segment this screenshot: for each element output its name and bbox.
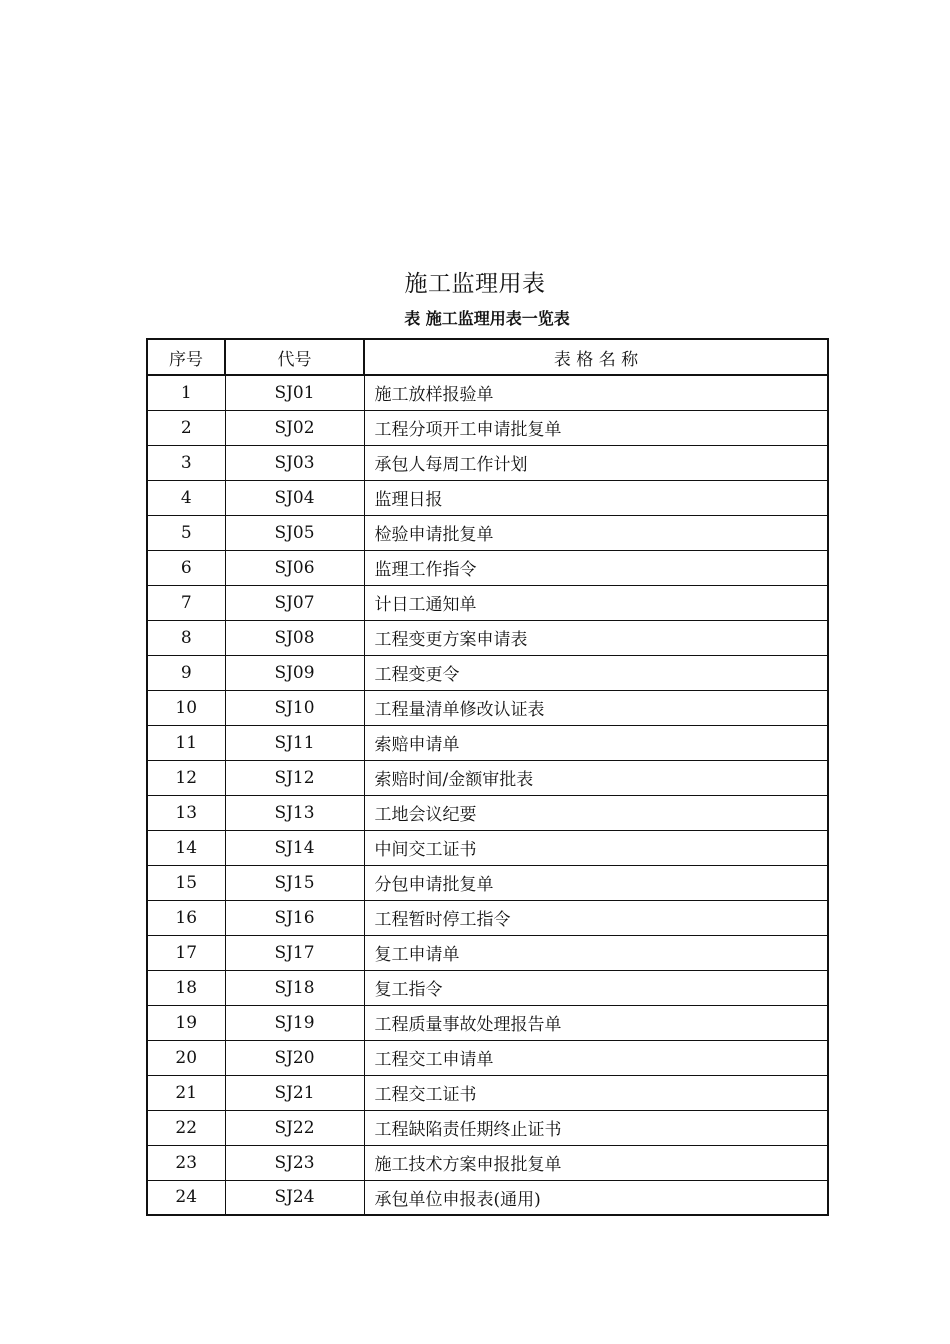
table-row <box>147 1075 828 1110</box>
cell-code: SJ20 <box>225 1040 364 1075</box>
cell-form-name: 承包人每周工作计划 <box>364 445 828 480</box>
cell-seq: 24 <box>147 1180 225 1215</box>
table-row <box>147 410 828 445</box>
cell-seq: 2 <box>147 410 225 445</box>
table-row <box>147 550 828 585</box>
table-row <box>147 795 828 830</box>
cell-seq: 20 <box>147 1040 225 1075</box>
cell-code: SJ21 <box>225 1075 364 1110</box>
table-row <box>147 655 828 690</box>
table-row <box>147 480 828 515</box>
table-row <box>147 445 828 480</box>
cell-code: SJ12 <box>225 760 364 795</box>
page-title: 施工监理用表 <box>404 271 546 298</box>
cell-seq: 22 <box>147 1110 225 1145</box>
cell-form-name: 分包申请批复单 <box>364 865 828 900</box>
table-row <box>147 935 828 970</box>
cell-code: SJ01 <box>225 375 364 410</box>
table-row <box>147 830 828 865</box>
cell-code: SJ14 <box>225 830 364 865</box>
table-row <box>147 900 828 935</box>
cell-code: SJ02 <box>225 410 364 445</box>
cell-seq: 12 <box>147 760 225 795</box>
table-row <box>147 970 828 1005</box>
cell-code: SJ19 <box>225 1005 364 1040</box>
table-row <box>147 725 828 760</box>
cell-code: SJ24 <box>225 1180 364 1215</box>
cell-form-name: 工程变更令 <box>364 655 828 690</box>
table-header <box>147 339 828 375</box>
cell-form-name: 工程变更方案申请表 <box>364 620 828 655</box>
table-row <box>147 585 828 620</box>
cell-seq: 16 <box>147 900 225 935</box>
cell-form-name: 计日工通知单 <box>364 585 828 620</box>
table-row <box>147 760 828 795</box>
header-code: 代号 <box>225 339 364 375</box>
cell-form-name: 检验申请批复单 <box>364 515 828 550</box>
header-form-name: 表 格 名 称 <box>364 339 828 375</box>
cell-seq: 15 <box>147 865 225 900</box>
table-row <box>147 690 828 725</box>
cell-form-name: 工地会议纪要 <box>364 795 828 830</box>
cell-code: SJ22 <box>225 1110 364 1145</box>
cell-seq: 9 <box>147 655 225 690</box>
forms-list-table <box>146 338 829 1216</box>
cell-seq: 10 <box>147 690 225 725</box>
cell-code: SJ16 <box>225 900 364 935</box>
cell-seq: 17 <box>147 935 225 970</box>
header-seq: 序号 <box>147 339 225 375</box>
table-body <box>147 375 828 1215</box>
cell-code: SJ04 <box>225 480 364 515</box>
cell-form-name: 监理工作指令 <box>364 550 828 585</box>
cell-seq: 19 <box>147 1005 225 1040</box>
table-row <box>147 865 828 900</box>
cell-code: SJ07 <box>225 585 364 620</box>
table-row <box>147 1040 828 1075</box>
cell-form-name: 复工申请单 <box>364 935 828 970</box>
cell-form-name: 索赔时间/金额审批表 <box>364 760 828 795</box>
cell-code: SJ03 <box>225 445 364 480</box>
table-row <box>147 1180 828 1215</box>
cell-form-name: 监理日报 <box>364 480 828 515</box>
table-row <box>147 1110 828 1145</box>
cell-form-name: 承包单位申报表(通用) <box>374 1189 541 1210</box>
cell-code: SJ10 <box>225 690 364 725</box>
table-row <box>147 1145 828 1180</box>
cell-code: SJ09 <box>225 655 364 690</box>
cell-seq: 5 <box>147 515 225 550</box>
table-row <box>147 375 828 410</box>
cell-seq: 18 <box>147 970 225 1005</box>
cell-seq: 14 <box>147 830 225 865</box>
cell-form-name: 复工指令 <box>364 970 828 1005</box>
cell-code: SJ18 <box>225 970 364 1005</box>
cell-form-name: 工程缺陷责任期终止证书 <box>364 1110 828 1145</box>
cell-code: SJ06 <box>225 550 364 585</box>
table-row <box>147 620 828 655</box>
cell-code: SJ23 <box>225 1145 364 1180</box>
cell-code: SJ11 <box>225 725 364 760</box>
cell-seq: 23 <box>147 1145 225 1180</box>
table-caption: 表 施工监理用表一览表 <box>404 309 570 328</box>
cell-seq: 11 <box>147 725 225 760</box>
header-row <box>147 339 828 375</box>
cell-form-name: 施工技术方案申报批复单 <box>364 1145 828 1180</box>
cell-seq: 21 <box>147 1075 225 1110</box>
cell-code: SJ08 <box>225 620 364 655</box>
cell-form-name: 工程交工申请单 <box>364 1040 828 1075</box>
cell-form-name: 工程分项开工申请批复单 <box>364 410 828 445</box>
table-row <box>147 1005 828 1040</box>
cell-seq: 6 <box>147 550 225 585</box>
cell-seq: 1 <box>147 375 225 410</box>
cell-code: SJ05 <box>225 515 364 550</box>
cell-form-name: 工程质量事故处理报告单 <box>364 1005 828 1040</box>
cell-seq: 4 <box>147 480 225 515</box>
cell-form-name: 施工放样报验单 <box>364 375 828 410</box>
cell-code: SJ15 <box>225 865 364 900</box>
cell-seq: 7 <box>147 585 225 620</box>
cell-form-name: 工程量清单修改认证表 <box>364 690 828 725</box>
cell-seq: 13 <box>147 795 225 830</box>
cell-form-name: 中间交工证书 <box>364 830 828 865</box>
cell-code: SJ13 <box>225 795 364 830</box>
cell-form-name: 工程交工证书 <box>364 1075 828 1110</box>
cell-form-name: 工程暂时停工指令 <box>364 900 828 935</box>
cell-seq: 3 <box>147 445 225 480</box>
cell-code: SJ17 <box>225 935 364 970</box>
cell-seq: 8 <box>147 620 225 655</box>
cell-form-name: 索赔申请单 <box>364 725 828 760</box>
table-row <box>147 515 828 550</box>
